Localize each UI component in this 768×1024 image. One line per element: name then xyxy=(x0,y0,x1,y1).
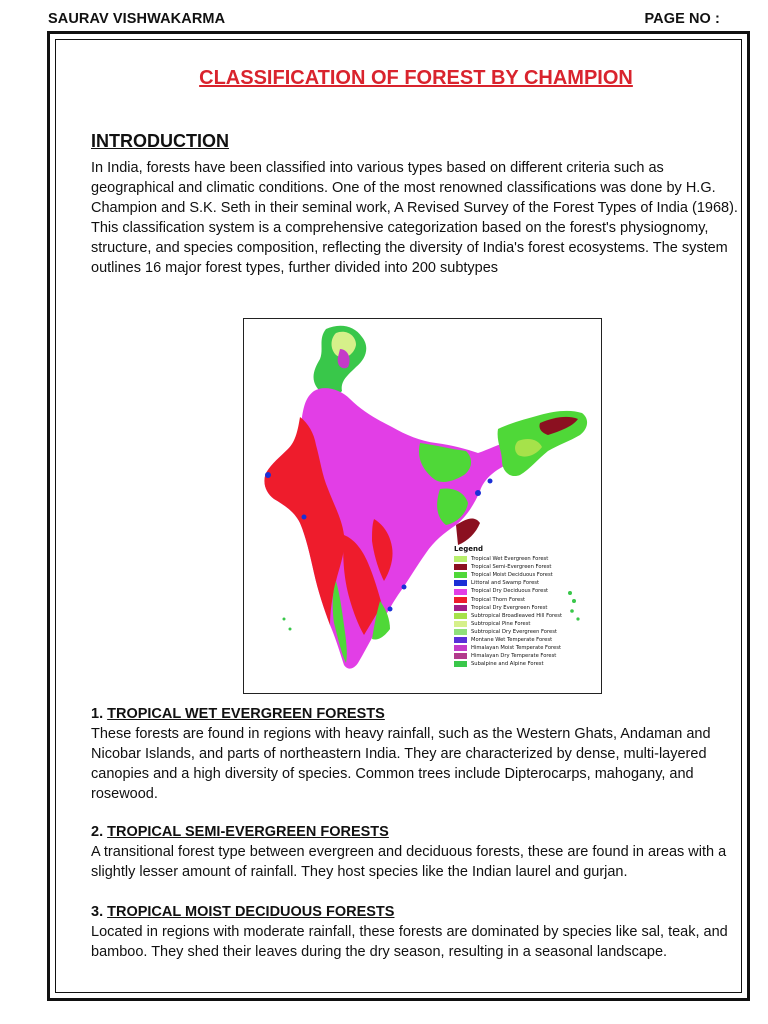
legend-swatch xyxy=(454,589,467,595)
legend-label: Subtropical Dry Evergreen Forest xyxy=(471,628,557,635)
forest-type-heading xyxy=(91,822,741,842)
forest-number: 2. xyxy=(91,824,104,840)
legend-item xyxy=(454,579,594,587)
author-name: SAURAV VISHWAKARMA xyxy=(48,11,226,27)
india-forest-map xyxy=(243,318,602,694)
legend-label: Subtropical Broadleaved Hill Forest xyxy=(471,612,562,619)
legend-swatch xyxy=(454,637,467,643)
forest-description: A transitional forest type between evergreen and deciduous forests, these are found in areas with a slightly lesser amount of rainfall. They host species like the Indian laurel and gurjan. xyxy=(91,844,727,880)
legend-item xyxy=(454,571,594,579)
legend-label: Littoral and Swamp Forest xyxy=(471,580,540,587)
forest-number: 3. xyxy=(91,904,104,920)
legend-swatch xyxy=(454,613,467,619)
legend-item xyxy=(454,620,594,628)
forest-description: Located in regions with moderate rainfall, these forests are dominated by species like sal, teak, and bamboo. They shed their leaves during the dry season, resulting in a seasonal landscape. xyxy=(91,924,728,960)
legend-label: Tropical Thorn Forest xyxy=(471,596,525,603)
page-number-label: PAGE NO : xyxy=(644,11,720,27)
legend-item xyxy=(454,604,594,612)
legend-item xyxy=(454,628,594,636)
forest-number: 1. xyxy=(91,706,104,722)
legend-swatch xyxy=(454,556,467,562)
map-legend xyxy=(454,545,594,668)
legend-item xyxy=(454,652,594,660)
introduction-paragraph: In India, forests have been classified into various types based on different criteria such as geographical and climatic conditions. One of the most renowned classifications was done by H.G. Champion and S.K. Seth in their seminal work, A Revised Survey of the Forest Types of India (1968). This classification system is a comprehensive categorization based on the forest's physiognomy, structure, and species composition, reflecting the diversity of India's forest ecosystems. The system outlines 16 major forest types, further divided into 200 subtypes xyxy=(91,160,738,276)
legend-item xyxy=(454,555,594,563)
forest-type-2 xyxy=(91,822,741,882)
forest-heading-text: TROPICAL WET EVERGREEN FORESTS xyxy=(107,706,385,722)
document-title: CLASSIFICATION OF FOREST BY CHAMPION xyxy=(199,67,633,89)
legend-label: Tropical Dry Evergreen Forest xyxy=(471,604,548,611)
legend-swatch xyxy=(454,645,467,651)
legend-list xyxy=(454,555,594,668)
legend-item xyxy=(454,644,594,652)
legend-label: Tropical Semi-Evergreen Forest xyxy=(471,564,552,571)
legend-item xyxy=(454,660,594,668)
legend-swatch xyxy=(454,580,467,586)
legend-label: Tropical Moist Deciduous Forest xyxy=(471,572,553,579)
legend-label: Montane Wet Temperate Forest xyxy=(471,637,553,644)
legend-item xyxy=(454,596,594,604)
forest-description: These forests are found in regions with heavy rainfall, such as the Western Ghats, Andaman and Nicobar Islands, and parts of northeastern India. They are characterized by dense, multi-layered canopies and a high diversity of species. Common trees include Dipterocarps, mahogany, and rosewood. xyxy=(91,726,711,802)
page-header xyxy=(48,8,720,30)
legend-swatch xyxy=(454,572,467,578)
legend-item xyxy=(454,636,594,644)
legend-swatch xyxy=(454,605,467,611)
main-content xyxy=(91,60,741,278)
legend-label: Subalpine and Alpine Forest xyxy=(471,661,544,668)
introduction-heading: INTRODUCTION xyxy=(91,131,229,151)
legend-label: Himalayan Moist Temperate Forest xyxy=(471,645,561,652)
forest-type-heading xyxy=(91,902,741,922)
legend-swatch xyxy=(454,564,467,570)
legend-title: Legend xyxy=(454,545,483,553)
legend-label: Subtropical Pine Forest xyxy=(471,620,531,627)
forest-heading-text: TROPICAL MOIST DECIDUOUS FORESTS xyxy=(107,904,395,920)
legend-item xyxy=(454,587,594,595)
legend-label: Himalayan Dry Temperate Forest xyxy=(471,653,557,660)
legend-swatch xyxy=(454,629,467,635)
forest-type-3 xyxy=(91,902,741,962)
legend-item xyxy=(454,612,594,620)
forest-heading-text: TROPICAL SEMI-EVERGREEN FORESTS xyxy=(107,824,389,840)
legend-label: Tropical Dry Deciduous Forest xyxy=(471,588,549,595)
legend-item xyxy=(454,563,594,571)
legend-label: Tropical Wet Evergreen Forest xyxy=(471,556,549,563)
legend-swatch xyxy=(454,597,467,603)
legend-swatch xyxy=(454,653,467,659)
legend-swatch xyxy=(454,661,467,667)
forest-type-1 xyxy=(91,704,741,804)
legend-swatch xyxy=(454,621,467,627)
forest-type-heading xyxy=(91,704,741,724)
